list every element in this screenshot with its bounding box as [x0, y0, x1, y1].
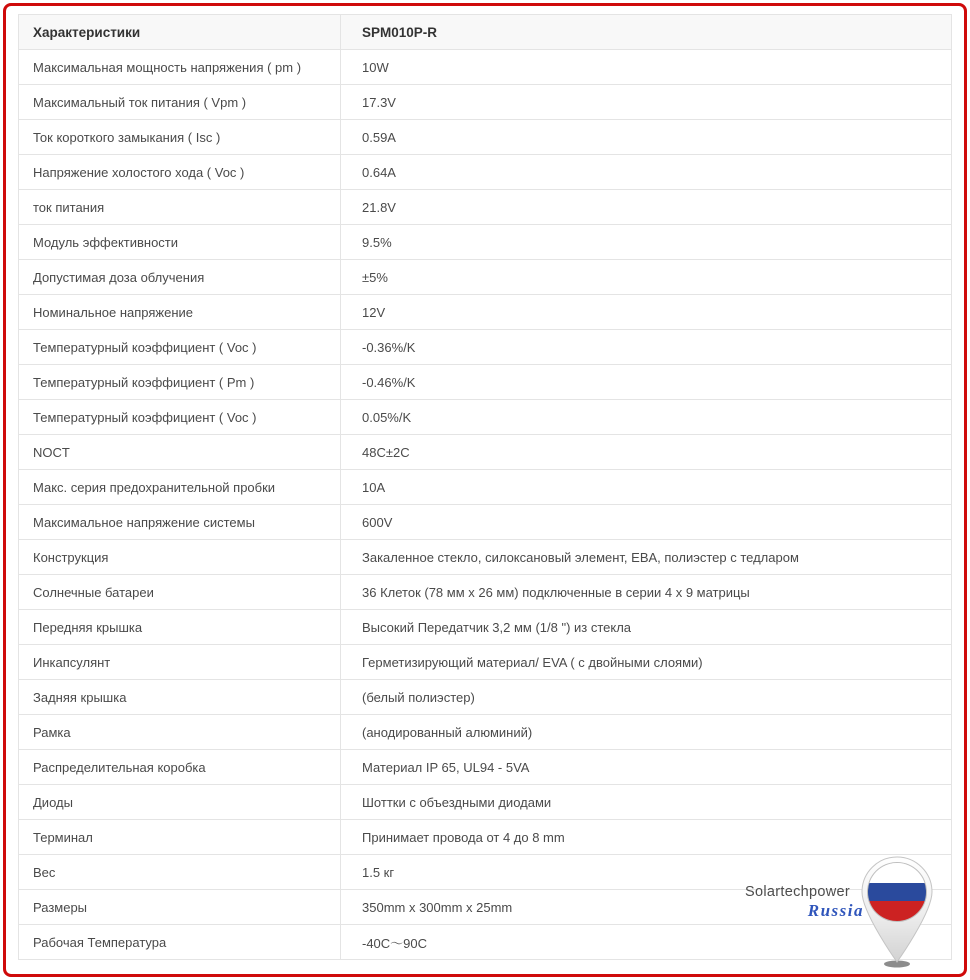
- spec-label: Передняя крышка: [19, 610, 341, 645]
- table-row: [19, 540, 952, 575]
- table-row: [19, 190, 952, 225]
- brand-country: Russia: [807, 901, 864, 920]
- table-row: [19, 120, 952, 155]
- spec-label: Ток короткого замыкания ( Isc ): [19, 120, 341, 155]
- spec-value: 10W: [341, 50, 952, 85]
- table-header-row: [19, 15, 952, 50]
- table-row: [19, 400, 952, 435]
- spec-value: Шоттки с объездными диодами: [341, 785, 952, 820]
- spec-label: Температурный коэффициент ( Voc ): [19, 400, 341, 435]
- table-row: [19, 575, 952, 610]
- spec-label: Модуль эффективности: [19, 225, 341, 260]
- spec-label: ток питания: [19, 190, 341, 225]
- spec-label: Максимальная мощность напряжения ( pm ): [19, 50, 341, 85]
- spec-value: Закаленное стекло, силоксановый элемент, EBA, полиэстер с тедларом: [341, 540, 952, 575]
- table-row: [19, 435, 952, 470]
- spec-value: 0.64A: [341, 155, 952, 190]
- spec-value: 600V: [341, 505, 952, 540]
- spec-label: Конструкция: [19, 540, 341, 575]
- table-row: [19, 715, 952, 750]
- table-row: [19, 295, 952, 330]
- spec-label: Напряжение холостого хода ( Voc ): [19, 155, 341, 190]
- spec-value: ±5%: [341, 260, 952, 295]
- spec-value: Материал IP 65, UL94 - 5VA: [341, 750, 952, 785]
- spec-label: Температурный коэффициент ( Pm ): [19, 365, 341, 400]
- spec-label: Температурный коэффициент ( Voc ): [19, 330, 341, 365]
- spec-label: Инкапсулянт: [19, 645, 341, 680]
- spec-label: Рабочая Температура: [19, 925, 341, 960]
- spec-value: 21.8V: [341, 190, 952, 225]
- spec-label: Допустимая доза облучения: [19, 260, 341, 295]
- spec-label: Номинальное напряжение: [19, 295, 341, 330]
- location-pin-russia-flag-icon: [854, 850, 940, 972]
- spec-label: Распределительная коробка: [19, 750, 341, 785]
- table-row: [19, 365, 952, 400]
- spec-value: 1.5 кг: [341, 855, 952, 890]
- spec-value: 48C±2C: [341, 435, 952, 470]
- table-row: [19, 610, 952, 645]
- spec-label: Солнечные батареи: [19, 575, 341, 610]
- table-row: [19, 330, 952, 365]
- spec-label: Макс. серия предохранительной пробки: [19, 470, 341, 505]
- spec-label: Размеры: [19, 890, 341, 925]
- spec-label: NOCT: [19, 435, 341, 470]
- spec-label: Максимальный ток питания ( Vpm ): [19, 85, 341, 120]
- table-row: [19, 225, 952, 260]
- table-row: [19, 50, 952, 85]
- table-row: [19, 680, 952, 715]
- spec-value: 12V: [341, 295, 952, 330]
- spec-value: (анодированный алюминий): [341, 715, 952, 750]
- spec-value: 9.5%: [341, 225, 952, 260]
- spec-value: 10A: [341, 470, 952, 505]
- spec-value: 17.3V: [341, 85, 952, 120]
- header-model: SPM010P-R: [341, 15, 952, 50]
- spec-value: 350mm x 300mm x 25mm: [341, 890, 952, 925]
- brand-name: Solartechpower: [745, 884, 850, 900]
- table-row: [19, 260, 952, 295]
- spec-value: Герметизирующий материал/ EVA ( с двойными слоями): [341, 645, 952, 680]
- table-row: [19, 505, 952, 540]
- spec-table: [18, 14, 952, 960]
- spec-label: Вес: [19, 855, 341, 890]
- spec-value: 36 Клеток (78 мм x 26 мм) подключенные в серии 4 x 9 матрицы: [341, 575, 952, 610]
- spec-value: Высокий Передатчик 3,2 мм (1/8 ") из стекла: [341, 610, 952, 645]
- table-row: [19, 750, 952, 785]
- spec-value: 0.59A: [341, 120, 952, 155]
- brand-logo: [722, 850, 952, 972]
- spec-value: Принимает провода от 4 до 8 mm: [341, 820, 952, 855]
- spec-label: Диоды: [19, 785, 341, 820]
- spec-label: Задняя крышка: [19, 680, 341, 715]
- table-row: [19, 470, 952, 505]
- table-row: [19, 85, 952, 120]
- spec-value: -0.36%/K: [341, 330, 952, 365]
- table-row: [19, 645, 952, 680]
- spec-value: -0.46%/K: [341, 365, 952, 400]
- table-row: [19, 785, 952, 820]
- header-characteristics: Характеристики: [19, 15, 341, 50]
- spec-value: 0.05%/K: [341, 400, 952, 435]
- spec-label: Максимальное напряжение системы: [19, 505, 341, 540]
- table-row: [19, 155, 952, 190]
- spec-value: -40C～90C: [341, 925, 952, 960]
- spec-value: (белый полиэстер): [341, 680, 952, 715]
- spec-label: Рамка: [19, 715, 341, 750]
- spec-label: Терминал: [19, 820, 341, 855]
